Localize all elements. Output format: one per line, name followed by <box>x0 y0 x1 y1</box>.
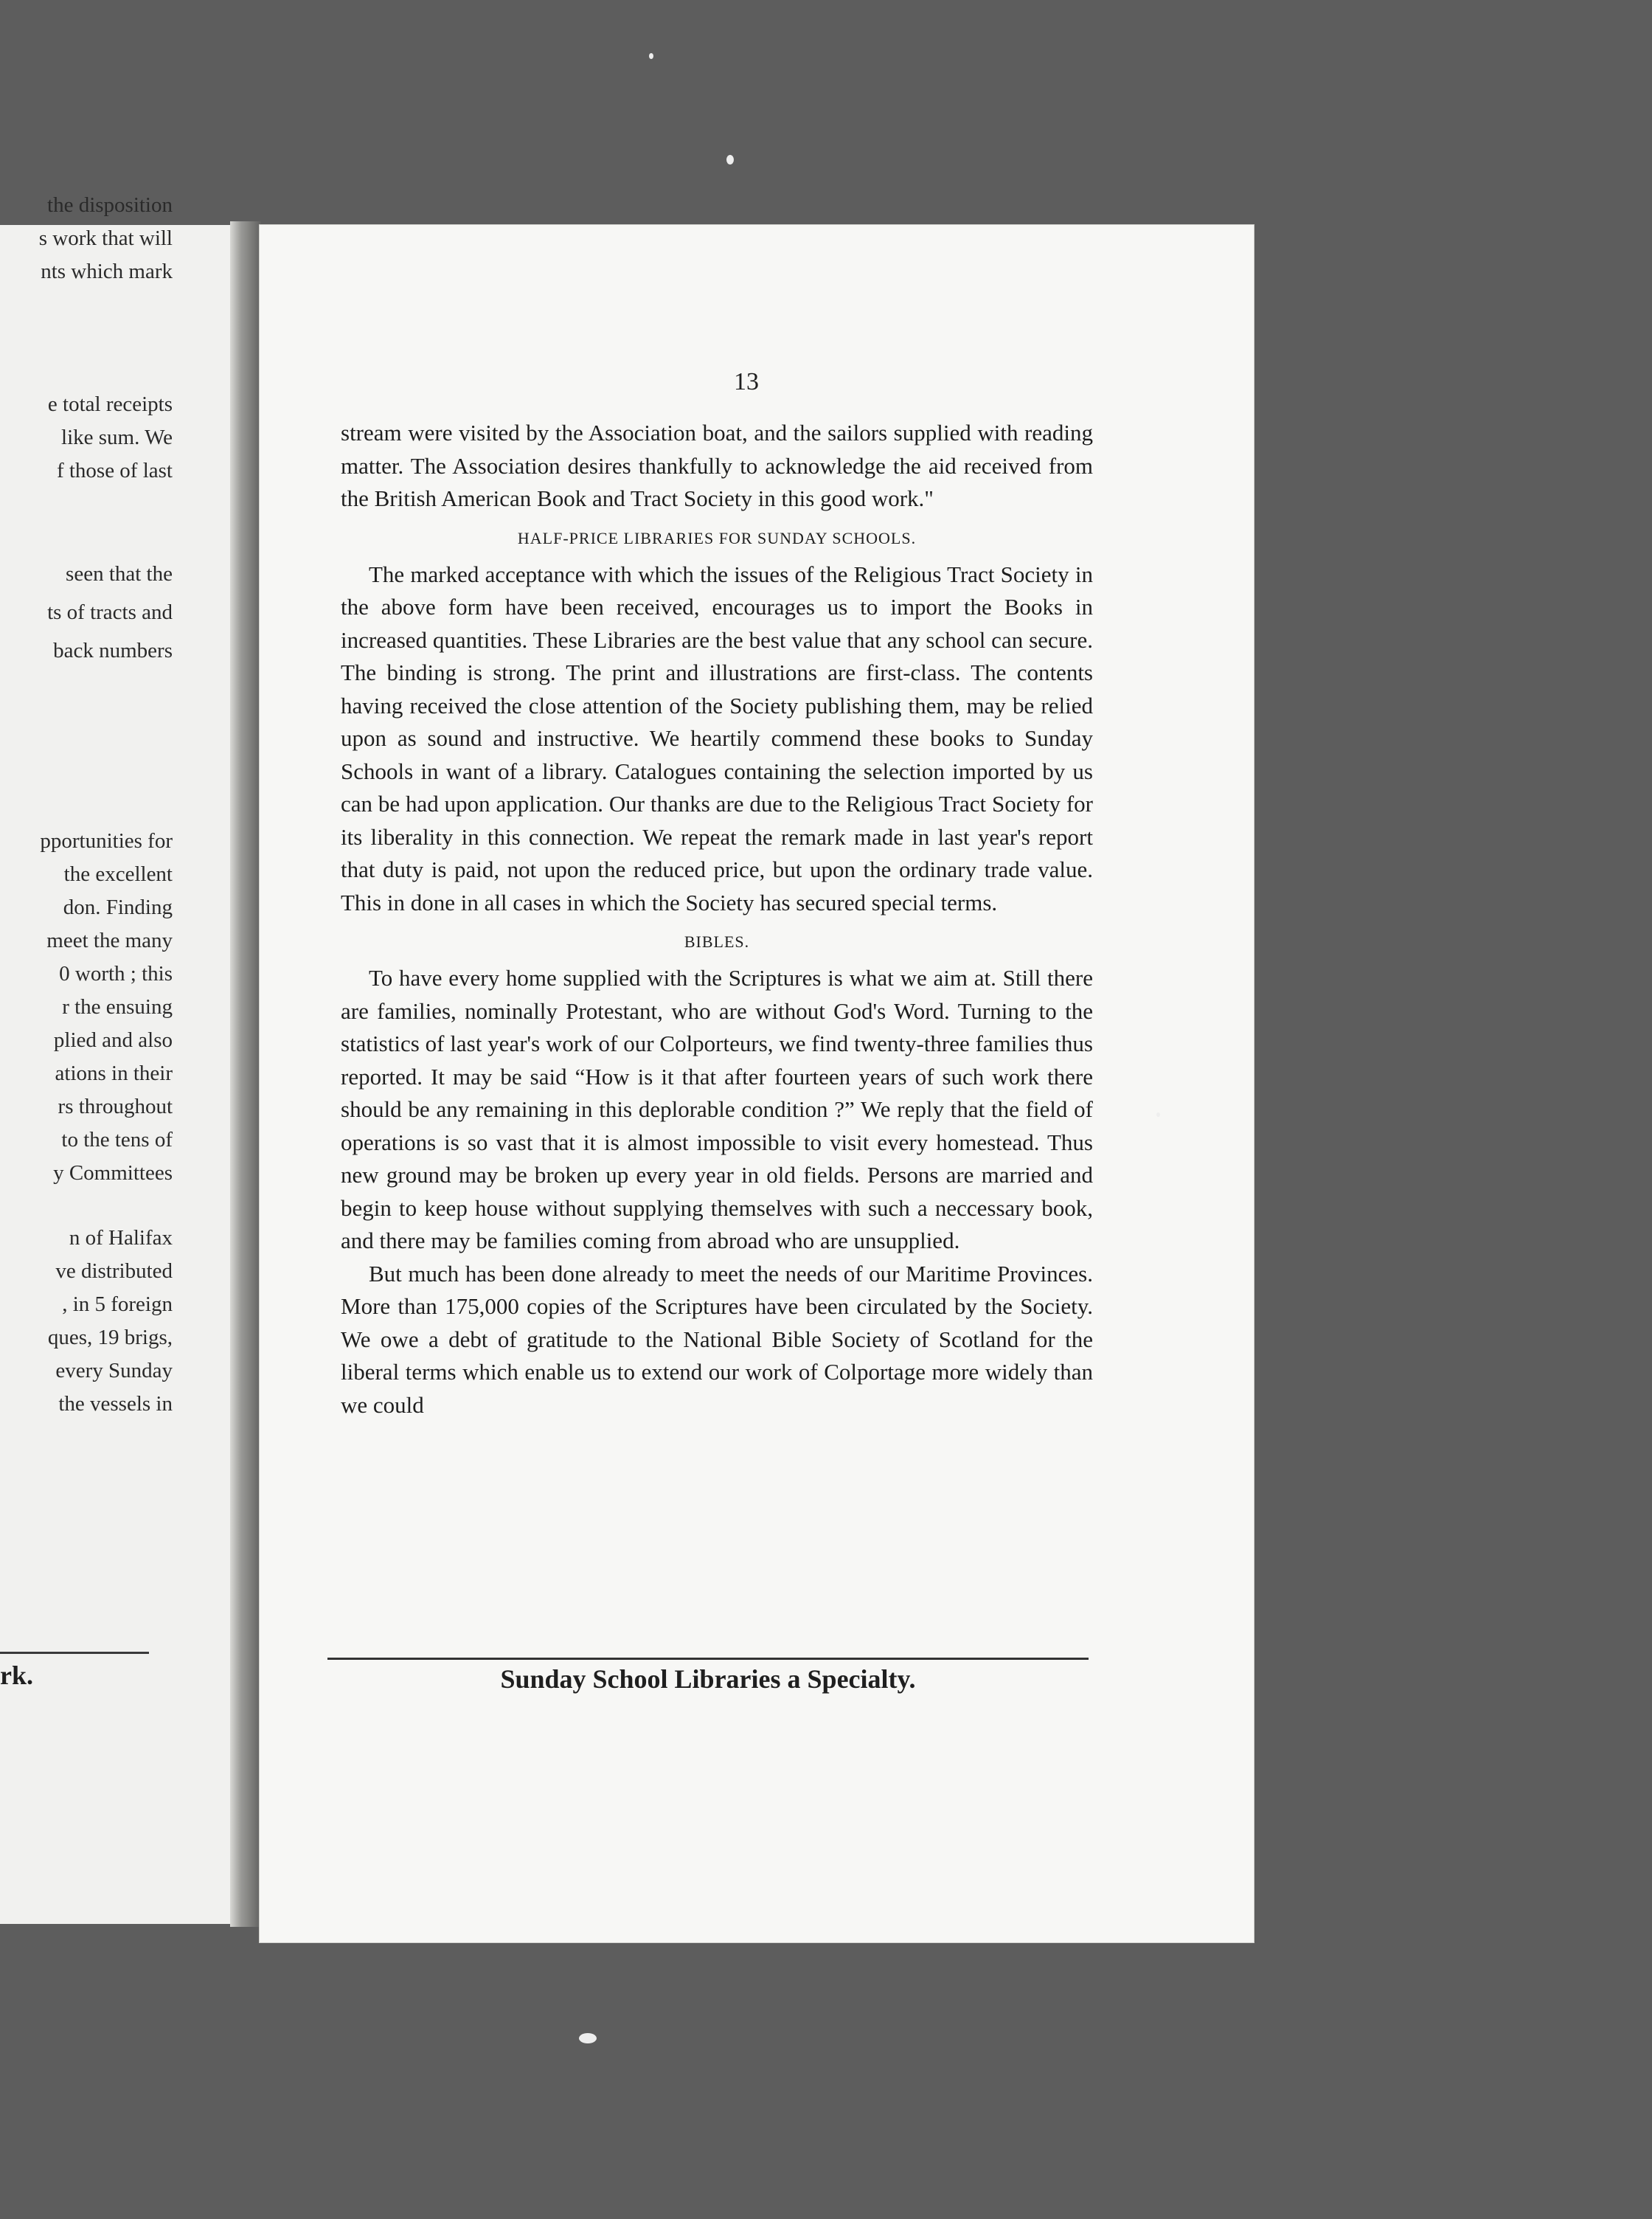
page-number: 13 <box>734 368 759 395</box>
left-page-line: pportunities for <box>40 829 173 853</box>
opening-paragraph: stream were visited by the Association boat, and the sailors supplied with reading matter. The Association desires thankfully to acknowledge the aid received from the British American Book and Tract Society in this good work." <box>341 420 1093 511</box>
left-page-line: n of Halifax <box>69 1226 173 1250</box>
left-page-line: plied and also <box>53 1028 173 1052</box>
left-page-line: back numbers <box>53 639 173 662</box>
libraries-paragraph: The marked acceptance with which the issues of the Religious Tract Society in the above form have been received, encourages us to import the Books in increased quantities. These Libraries are the best value that any school can secure. The binding is strong. The print and illustrations are first-class. The contents having received the close attention of the Society publishing them, may be relied upon as sound and instructive. We heartily commend these books to Sunday Schools in want of a library. Catalogues containing the selection imported by us can be had upon application. Our thanks are due to the Religious Tract Society for its liberality in this connection. We repeat the remark made in last year's report that duty is paid, not upon the reduced price, but upon the ordinary trade value. This in done in all cases in which the Society has secured special terms. <box>341 561 1093 915</box>
right-page <box>260 225 1254 1942</box>
left-page-line: s work that will <box>38 226 173 250</box>
page-body <box>341 417 1093 1422</box>
left-page-footer-rule <box>0 1652 149 1654</box>
left-page-line: the vessels in <box>58 1392 173 1416</box>
left-page-line: , in 5 foreign <box>62 1292 173 1316</box>
left-page-line: the disposition <box>47 193 173 217</box>
left-page-line: every Sunday <box>55 1359 173 1382</box>
left-page-line: like sum. We <box>61 426 173 449</box>
left-page-line: ts of tracts and <box>47 600 173 624</box>
left-page-line: nts which mark <box>41 260 173 283</box>
left-page-line: don. Finding <box>63 896 173 919</box>
section-heading-libraries: HALF-PRICE LIBRARIES FOR SUNDAY SCHOOLS. <box>517 528 917 547</box>
left-page-line: y Committees <box>53 1161 173 1185</box>
left-page-line: seen that the <box>66 562 173 586</box>
left-page-line: ques, 19 brigs, <box>47 1326 173 1349</box>
bibles-paragraph-1: To have every home supplied with the Scriptures is what we aim at. Still there are families, nominally Protestant, who are without God's Word. Turning to the statistics of last year's work of our Colporteurs, we find twenty-three families thus reported. It may be said “How is it that after fourteen years of such work there should be any remaining in this deplorable condition ?” We reply that the field of operations is so vast that it is almost impossible to visit every homestead. Thus new ground may be broken up every year in old fields. Persons are married and begin to keep house without supplying themselves with such a neccessary book, and there may be families coming from abroad who are unsupplied. <box>341 965 1093 1253</box>
dust-speck <box>726 155 734 165</box>
section-heading-bibles: BIBLES. <box>684 932 750 951</box>
bibles-paragraph-2: But much has been done already to meet the needs of our Maritime Provinces. More than 175,000 copies of the Scriptures have been circulated by the Society. We owe a debt of gratitude to the National Bible Society of Scotland for the liberal terms which enable us to extend our work of Colportage more widely than we could <box>341 1260 1093 1418</box>
footer-banner: Sunday School Libraries a Specialty. <box>500 1664 916 1694</box>
book-gutter <box>230 221 261 1927</box>
left-page-line: meet the many <box>46 929 173 952</box>
left-page-line: e total receipts <box>47 392 173 416</box>
dust-speck <box>1156 1112 1160 1117</box>
left-page-line: ations in their <box>55 1062 173 1085</box>
footer-rule <box>327 1658 1089 1660</box>
left-page-line: to the tens of <box>61 1128 173 1152</box>
dust-speck <box>579 2033 597 2043</box>
left-page-line: ve distributed <box>55 1259 173 1283</box>
left-page-line: 0 worth ; this <box>59 962 173 986</box>
left-page-footer-fragment: rk. <box>0 1661 33 1690</box>
dust-speck <box>649 53 653 59</box>
left-page-line: f those of last <box>56 459 173 482</box>
left-page-line: r the ensuing <box>62 995 173 1019</box>
left-page-line: the excellent <box>63 862 173 886</box>
left-page <box>0 193 230 1924</box>
left-page-line: rs throughout <box>58 1095 173 1118</box>
